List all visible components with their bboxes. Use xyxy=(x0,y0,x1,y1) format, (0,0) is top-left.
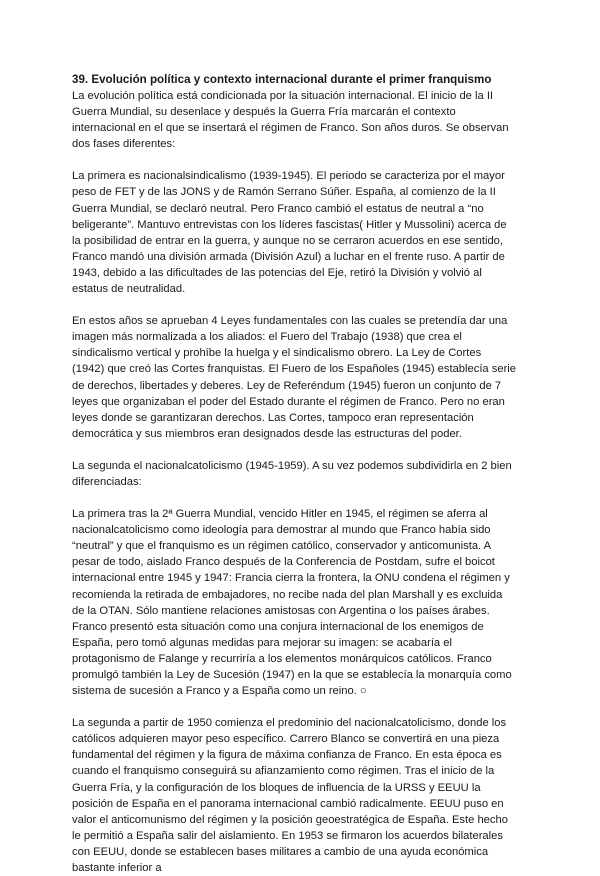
paragraph-gap xyxy=(72,442,516,458)
paragraph-gap xyxy=(72,152,516,168)
paragraph-leyes-fundamentales: En estos años se aprueban 4 Leyes fundamentales con las cuales se pretendía dar una imagen más normalizada a los aliados: el Fuero del Trabajo (1938) que crea el sindicalismo vertical y prohíbe la huelga y el sindicalismo obrero. La Ley de Cortes (1942) que creó las Cortes franquistas. El Fuero de los Españoles (1945) establecía serie de derechos, libertades y deberes. Ley de Referéndum (1945) fueron un conjunto de 7 leyes que organizaban el poder del Estado durante el régimen de Franco. Pero no eran leyes donde se garantizaran derechos. Las Cortes, tampoco eran representación democrática y sus miembros eran designados desde las estructuras del poder. xyxy=(72,315,517,440)
paragraph-intro: La evolución política está condicionada por la situación internacional. El inicio de la II Guerra Mundial, su desenlace y después la Guerra Fría marcarán el contexto internacional en el que se insertará el régimen de Franco. Son años duros. Se observan dos fases diferentes: xyxy=(72,90,509,151)
paragraph-nacionalsindicalismo: La primera es nacionalsindicalismo (1939-1945). El periodo se caracteriza por el mayor peso de FET y de las JONS y de Ramón Serrano Súñer. España, al comienzo de la II Guerra Mundial, se declaró neutral. Pero Franco cambió el estatus de neutral a “no beligerante”. Mantuvo entrevistas con los líderes fascistas( Hitler y Mussolini) acerca de la posibilidad de entrar en la guerra, y aunque no se cerraron acuerdos en ese sentido, Franco mandó una división armada (División Azul) a luchar en el frente ruso. A partir de 1943, debido a las dificultades de las potencias del Eje, retiró la División y volvió al estatus de neutralidad. xyxy=(72,170,507,296)
paragraph-segunda-fase: La segunda a partir de 1950 comienza el predominio del nacionalcatolicismo, donde los católicos adquieren mayor peso específico. Carrero Blanco se convertirá en una pieza fundamental del régimen y la figura de máxima confianza de Franco. En esta época es cuando el franquismo conseguirá su afianzamiento como régimen. Tras el inicio de la Guerra Fría, y la configuración de los bloques de influencia de la URSS y EEUU la posición de España en el panorama internacional cambió radicalmente. EEUU puso en valor el anticomunismo del régimen y la posición geoestratégica de España. Este hecho le permitió a España salir del aislamiento. En 1953 se firmaron los acuerdos bilaterales con EEUU, donde se establecen bases militares a cambio de una ayuda económica bastante inferior a xyxy=(72,717,508,875)
paragraph-gap xyxy=(72,699,516,715)
paragraph-gap xyxy=(72,297,516,313)
paragraph-gap xyxy=(72,490,516,506)
document-title: 39. Evolución política y contexto internacional durante el primer franquismo xyxy=(72,73,492,86)
paragraph-primera-fase: La primera tras la 2ª Guerra Mundial, vencido Hitler en 1945, el régimen se aferra al nacionalcatolicismo como ideología para demostrar al mundo que Franco había sido “neutral” y que el franquismo es un régimen católico, conservador y anticomunista. A pesar de todo, aislado Franco después de la Conferencia de Postdam, sufre el boicot internacional entre 1945 y 1947: Francia cierra la frontera, la ONU condena el régimen y recomienda la retirada de embajadores, no recibe nada del plan Marshall y es excluida de la OTAN. Sólo mantiene relaciones amistosas con Argentina o los países árabes. Franco presentó esta situación como una conjura internacional de los enemigos de España, pero tomó algunas medidas para mejorar su imagen: se acabaría el protagonismo de Falange y recurriría a los elementos monárquicos católicos. Franco promulgó también la Ley de Sucesión (1947) en la que se establecía la monarquía como sistema de sucesión a Franco y a España como un reino. ○ xyxy=(72,508,512,698)
paragraph-nacionalcatolicismo: La segunda el nacionalcatolicismo (1945-1959). A su vez podemos subdividirla en 2 bien diferenciadas: xyxy=(72,459,512,488)
